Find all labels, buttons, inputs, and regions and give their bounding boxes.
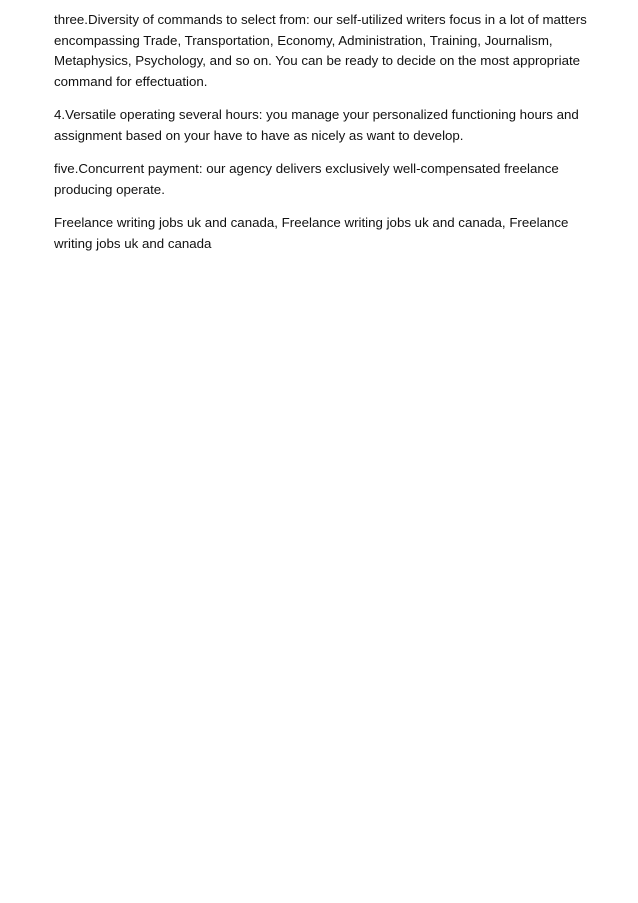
text-line: 4.Versatile operating several hours: you manage your personalized functioning hours and: [54, 107, 579, 122]
text-line: five.Concurrent payment: our agency delivers exclusively well-compensated freelance: [54, 161, 559, 176]
document-page: [54, 10, 587, 267]
text-line: assignment based on your have to have as nicely as want to develop.: [54, 127, 464, 143]
paragraph-versatile-hours: [54, 105, 579, 146]
text-line: producing operate.: [54, 181, 165, 197]
text-line: encompassing Trade, Transportation, Economy, Administration, Training, Journalism,: [54, 32, 553, 48]
paragraph-command-diversity: [54, 10, 587, 92]
text-line: three.Diversity of commands to select from: our self-utilized writers focus in a lot of matters: [54, 12, 587, 27]
text-line: Freelance writing jobs uk and canada, Freelance writing jobs uk and canada, Freelance: [54, 215, 569, 230]
text-line: writing jobs uk and canada: [54, 235, 212, 251]
paragraph-keywords: [54, 213, 574, 254]
text-line: Metaphysics, Psychology, and so on. You can be ready to decide on the most appropriate: [54, 53, 581, 68]
text-line: command for effectuation.: [54, 73, 208, 89]
paragraph-concurrent-payment: [54, 159, 574, 200]
